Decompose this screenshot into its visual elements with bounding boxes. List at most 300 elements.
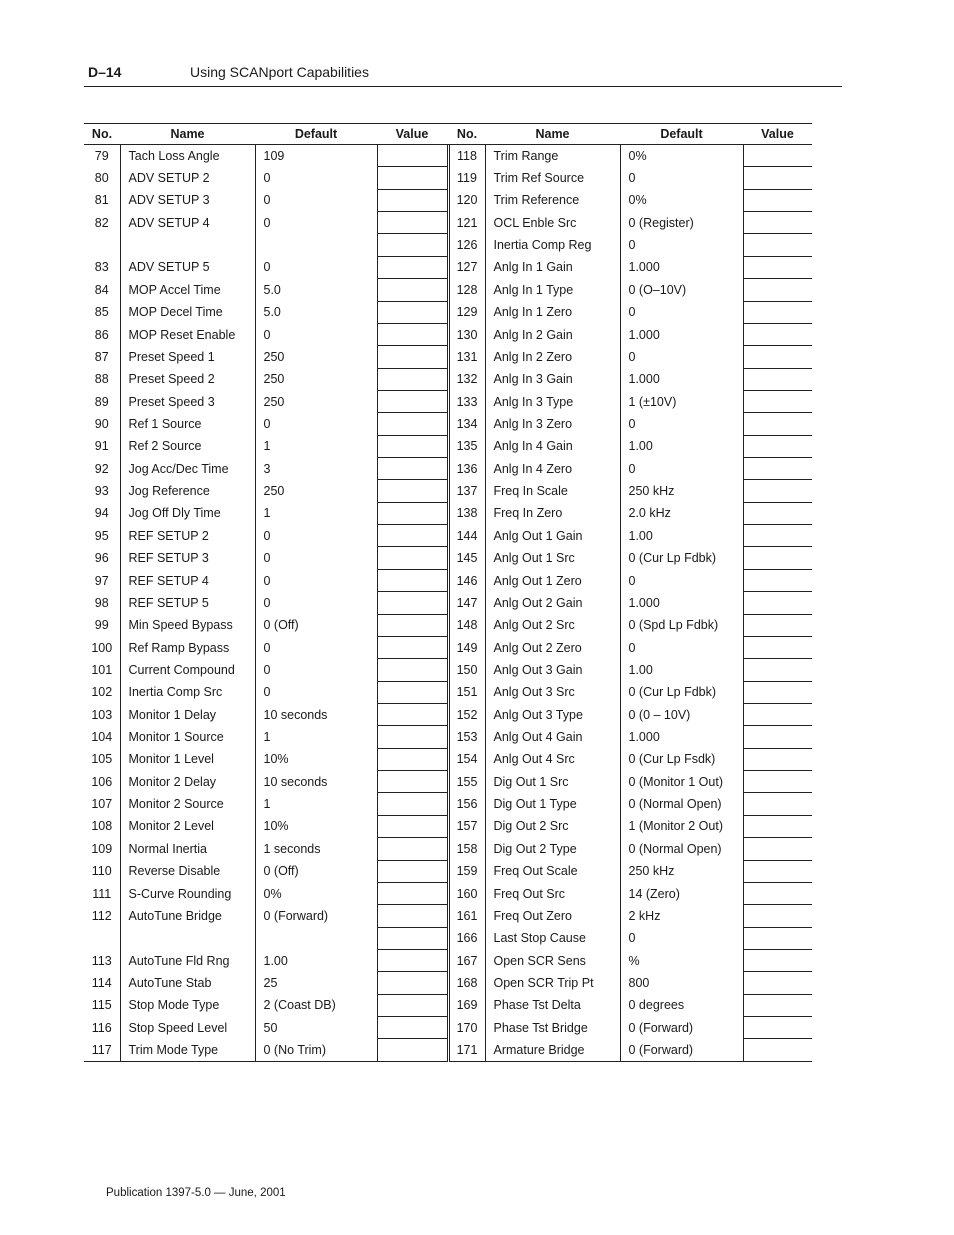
param-value-cell — [377, 167, 447, 189]
param-name: Anlg Out 1 Zero — [485, 569, 620, 591]
param-default: 1 — [255, 726, 377, 748]
parameter-table — [84, 123, 812, 1062]
param-no: 146 — [449, 569, 485, 591]
param-name: REF SETUP 4 — [120, 569, 255, 591]
param-default — [255, 234, 377, 256]
param-no: 127 — [449, 256, 485, 278]
param-name: AutoTune Stab — [120, 972, 255, 994]
param-no: 170 — [449, 1017, 485, 1039]
param-name: Preset Speed 1 — [120, 346, 255, 368]
param-value-cell — [743, 323, 812, 345]
param-no: 84 — [94, 282, 109, 297]
param-name: Monitor 1 Source — [120, 726, 255, 748]
param-default: 1.00 — [620, 525, 743, 547]
param-name: Open SCR Trip Pt — [485, 972, 620, 994]
param-default: 1.000 — [620, 323, 743, 345]
param-value-cell — [743, 659, 812, 681]
param-no: 80 — [94, 171, 109, 186]
param-default: 1.000 — [620, 368, 743, 390]
param-value-cell — [743, 748, 812, 770]
param-no: 118 — [449, 145, 485, 167]
param-value-cell — [377, 636, 447, 658]
param-default: 250 — [255, 480, 377, 502]
param-name: Inertia Comp Src — [120, 681, 255, 703]
param-value-cell — [377, 323, 447, 345]
param-no: 166 — [449, 927, 485, 949]
param-name: ADV SETUP 4 — [120, 212, 255, 234]
param-no: 121 — [449, 212, 485, 234]
param-name: Trim Mode Type — [120, 1039, 255, 1061]
param-name: Jog Off Dly Time — [120, 502, 255, 524]
param-name: Anlg Out 2 Gain — [485, 592, 620, 614]
param-no: 105 — [91, 752, 113, 767]
param-value-cell — [377, 212, 447, 234]
col-header-no-right: No. — [449, 124, 485, 145]
param-value-cell — [743, 636, 812, 658]
param-no: 112 — [91, 908, 112, 923]
param-name: Anlg Out 2 Src — [485, 614, 620, 636]
param-value-cell — [743, 703, 812, 725]
param-value-cell — [743, 592, 812, 614]
table-row — [84, 793, 812, 815]
param-value-cell — [377, 994, 447, 1016]
param-no: 103 — [91, 707, 113, 722]
param-default: 0 (Register) — [620, 212, 743, 234]
table-row — [84, 167, 812, 189]
param-default: 0 — [255, 525, 377, 547]
param-value-cell — [743, 905, 812, 927]
param-default: 3 — [255, 458, 377, 480]
param-value-cell — [377, 145, 447, 167]
table-row — [84, 1039, 812, 1061]
param-no: 159 — [449, 860, 485, 882]
param-no: 126 — [449, 234, 485, 256]
table-row — [84, 189, 812, 211]
param-value-cell — [377, 502, 447, 524]
param-default: 0 (Forward) — [620, 1039, 743, 1061]
param-name: Freq Out Scale — [485, 860, 620, 882]
param-name: Anlg Out 3 Src — [485, 681, 620, 703]
param-value-cell — [377, 390, 447, 412]
param-name: Trim Ref Source — [485, 167, 620, 189]
param-value-cell — [743, 390, 812, 412]
param-name: AutoTune Bridge — [120, 905, 255, 927]
param-no: 114 — [91, 975, 112, 990]
param-default: 0% — [255, 882, 377, 904]
param-no: 129 — [449, 301, 485, 323]
param-default: 0 — [620, 301, 743, 323]
param-default: 25 — [255, 972, 377, 994]
param-name: Anlg Out 1 Src — [485, 547, 620, 569]
param-no — [84, 234, 120, 256]
table-row — [84, 949, 812, 971]
param-name: ADV SETUP 3 — [120, 189, 255, 211]
param-default: 109 — [255, 145, 377, 167]
param-no: 117 — [84, 1039, 120, 1061]
param-no: 86 — [94, 327, 109, 342]
param-name: Freq Out Src — [485, 882, 620, 904]
param-name: Dig Out 2 Src — [485, 815, 620, 837]
param-value-cell — [743, 815, 812, 837]
table-header-row — [84, 124, 812, 145]
table-row — [84, 815, 812, 837]
param-no: 144 — [449, 525, 485, 547]
param-name: Reverse Disable — [120, 860, 255, 882]
param-value-cell — [743, 256, 812, 278]
param-value-cell — [377, 927, 447, 949]
param-no: 150 — [449, 659, 485, 681]
param-default: 0 — [620, 927, 743, 949]
param-name: Preset Speed 3 — [120, 390, 255, 412]
param-no: 169 — [449, 994, 485, 1016]
param-value-cell — [377, 815, 447, 837]
param-default: 1.00 — [620, 435, 743, 457]
param-no: 119 — [449, 167, 485, 189]
param-name: Monitor 2 Delay — [120, 771, 255, 793]
param-default: 0 — [255, 659, 377, 681]
param-no: 161 — [449, 905, 485, 927]
table-row — [84, 368, 812, 390]
param-value-cell — [743, 346, 812, 368]
table-row — [84, 145, 812, 167]
param-no: 147 — [449, 592, 485, 614]
param-name: S-Curve Rounding — [120, 882, 255, 904]
param-name: Anlg In 4 Gain — [485, 435, 620, 457]
param-no: 153 — [449, 726, 485, 748]
param-no: 107 — [91, 797, 113, 812]
param-value-cell — [743, 145, 812, 167]
param-name: Normal Inertia — [120, 838, 255, 860]
param-name: Anlg Out 4 Gain — [485, 726, 620, 748]
param-value-cell — [377, 860, 447, 882]
param-name: REF SETUP 5 — [120, 592, 255, 614]
param-name: Phase Tst Bridge — [485, 1017, 620, 1039]
param-value-cell — [377, 547, 447, 569]
param-default: 0 — [620, 413, 743, 435]
table-row — [84, 525, 812, 547]
param-name: Open SCR Sens — [485, 949, 620, 971]
param-no: 108 — [91, 819, 113, 834]
param-no: 133 — [449, 390, 485, 412]
param-no: 85 — [94, 305, 109, 320]
param-no: 79 — [94, 148, 109, 163]
param-name: Ref 1 Source — [120, 413, 255, 435]
param-default: 0 — [255, 212, 377, 234]
param-name: Current Compound — [120, 659, 255, 681]
param-no: 115 — [91, 998, 112, 1013]
param-default: 0 — [255, 547, 377, 569]
param-no: 102 — [91, 685, 113, 700]
param-name: Tach Loss Angle — [120, 145, 255, 167]
param-name: Dig Out 1 Src — [485, 771, 620, 793]
param-value-cell — [743, 860, 812, 882]
param-default: 0 — [620, 234, 743, 256]
table-row — [84, 994, 812, 1016]
param-value-cell — [377, 905, 447, 927]
param-default: 0 (Off) — [255, 614, 377, 636]
param-no: 87 — [94, 349, 109, 364]
param-default: 10% — [255, 748, 377, 770]
param-name: Freq Out Zero — [485, 905, 620, 927]
param-no: 138 — [449, 502, 485, 524]
param-default: 10 seconds — [255, 703, 377, 725]
param-value-cell — [743, 279, 812, 301]
param-value-cell — [743, 413, 812, 435]
table-row — [84, 256, 812, 278]
param-no: 160 — [449, 882, 485, 904]
col-header-value: Value — [377, 124, 447, 145]
param-name: Ref 2 Source — [120, 435, 255, 457]
param-default: 0 (Forward) — [255, 905, 377, 927]
param-name: Anlg In 1 Type — [485, 279, 620, 301]
param-default: 250 — [255, 390, 377, 412]
page-number: D–14 — [88, 64, 122, 80]
param-default: 0 — [255, 167, 377, 189]
table-row — [84, 927, 812, 949]
param-default: 0 (0 – 10V) — [620, 703, 743, 725]
param-value-cell — [743, 1039, 812, 1061]
param-value-cell — [377, 681, 447, 703]
param-no: 106 — [91, 774, 113, 789]
param-name: MOP Decel Time — [120, 301, 255, 323]
param-no: 91 — [94, 439, 109, 454]
param-default: 1.00 — [255, 949, 377, 971]
col-header-default-right: Default — [620, 124, 743, 145]
param-default: 0 (Cur Lp Fdbk) — [620, 547, 743, 569]
param-name: Stop Speed Level — [120, 1017, 255, 1039]
param-name: Jog Reference — [120, 480, 255, 502]
param-name: Anlg Out 4 Src — [485, 748, 620, 770]
table-row — [84, 659, 812, 681]
table-row — [84, 323, 812, 345]
param-default: 14 (Zero) — [620, 882, 743, 904]
param-no: 130 — [449, 323, 485, 345]
param-no: 104 — [91, 730, 113, 745]
param-value-cell — [377, 413, 447, 435]
param-default: 1 — [255, 793, 377, 815]
param-value-cell — [743, 726, 812, 748]
param-value-cell — [377, 793, 447, 815]
param-name: Anlg Out 2 Zero — [485, 636, 620, 658]
param-value-cell — [377, 301, 447, 323]
param-no: 81 — [94, 193, 109, 208]
param-name: Anlg In 2 Gain — [485, 323, 620, 345]
param-name: Jog Acc/Dec Time — [120, 458, 255, 480]
param-default: 1 — [255, 435, 377, 457]
param-value-cell — [743, 614, 812, 636]
page-title: Using SCANport Capabilities — [190, 64, 369, 80]
param-default: 0 — [255, 636, 377, 658]
param-value-cell — [743, 502, 812, 524]
param-default: 250 — [255, 368, 377, 390]
param-default: 0 (Normal Open) — [620, 793, 743, 815]
param-name: OCL Enble Src — [485, 212, 620, 234]
param-default: 0 (O–10V) — [620, 279, 743, 301]
param-default: 0 (Forward) — [620, 1017, 743, 1039]
param-default: 0 — [255, 569, 377, 591]
param-value-cell — [377, 748, 447, 770]
param-value-cell — [377, 256, 447, 278]
param-value-cell — [743, 771, 812, 793]
param-value-cell — [743, 949, 812, 971]
param-no: 128 — [449, 279, 485, 301]
param-no: 89 — [94, 394, 109, 409]
table-row — [84, 458, 812, 480]
param-value-cell — [743, 994, 812, 1016]
param-default: 10% — [255, 815, 377, 837]
param-value-cell — [743, 569, 812, 591]
col-header-no: No. — [84, 124, 120, 145]
table-row — [84, 390, 812, 412]
param-default: 0 (Cur Lp Fdbk) — [620, 681, 743, 703]
param-no: 120 — [449, 189, 485, 211]
param-no: 95 — [94, 528, 109, 543]
table-row — [84, 748, 812, 770]
param-default: 10 seconds — [255, 771, 377, 793]
param-value-cell — [377, 279, 447, 301]
param-name: Last Stop Cause — [485, 927, 620, 949]
param-value-cell — [377, 435, 447, 457]
param-default: 0 — [620, 636, 743, 658]
param-name: Stop Mode Type — [120, 994, 255, 1016]
param-value-cell — [377, 458, 447, 480]
param-name: Ref Ramp Bypass — [120, 636, 255, 658]
table-row — [84, 569, 812, 591]
param-no: 137 — [449, 480, 485, 502]
param-name: Trim Range — [485, 145, 620, 167]
param-no: 149 — [449, 636, 485, 658]
param-default: 0 — [255, 592, 377, 614]
param-name — [120, 234, 255, 256]
param-name: Anlg In 1 Gain — [485, 256, 620, 278]
param-default: 1 (±10V) — [620, 390, 743, 412]
table-row — [84, 592, 812, 614]
param-no: 88 — [94, 372, 109, 387]
param-default: 1.000 — [620, 592, 743, 614]
table-row — [84, 301, 812, 323]
param-value-cell — [377, 726, 447, 748]
param-no: 92 — [94, 461, 109, 476]
param-value-cell — [743, 368, 812, 390]
param-value-cell — [743, 189, 812, 211]
table-row — [84, 771, 812, 793]
param-value-cell — [377, 949, 447, 971]
table-row — [84, 972, 812, 994]
param-name: Anlg In 3 Type — [485, 390, 620, 412]
param-no: 109 — [91, 841, 113, 856]
param-name: Phase Tst Delta — [485, 994, 620, 1016]
param-name: Dig Out 1 Type — [485, 793, 620, 815]
param-value-cell — [743, 480, 812, 502]
param-value-cell — [743, 838, 812, 860]
param-no: 113 — [91, 953, 112, 968]
table-row — [84, 346, 812, 368]
col-header-value-right: Value — [743, 124, 812, 145]
param-no: 94 — [94, 506, 109, 521]
param-name: Freq In Zero — [485, 502, 620, 524]
param-value-cell — [743, 547, 812, 569]
param-value-cell — [377, 1017, 447, 1039]
param-name: Anlg In 2 Zero — [485, 346, 620, 368]
param-default: 0 (Cur Lp Fsdk) — [620, 748, 743, 770]
param-default: 0 — [255, 681, 377, 703]
param-value-cell — [743, 435, 812, 457]
param-default: 5.0 — [255, 279, 377, 301]
param-value-cell — [743, 234, 812, 256]
param-value-cell — [743, 1017, 812, 1039]
param-default: 250 kHz — [620, 480, 743, 502]
param-name: ADV SETUP 5 — [120, 256, 255, 278]
param-name — [120, 927, 255, 949]
param-value-cell — [377, 234, 447, 256]
param-no: 116 — [91, 1020, 112, 1035]
param-name: Anlg In 3 Zero — [485, 413, 620, 435]
param-default: % — [620, 949, 743, 971]
param-value-cell — [377, 838, 447, 860]
param-value-cell — [377, 659, 447, 681]
param-value-cell — [377, 480, 447, 502]
param-no: 158 — [449, 838, 485, 860]
param-no: 135 — [449, 435, 485, 457]
param-name: AutoTune Fld Rng — [120, 949, 255, 971]
param-no: 151 — [449, 681, 485, 703]
param-default: 5.0 — [255, 301, 377, 323]
param-no: 168 — [449, 972, 485, 994]
param-value-cell — [743, 212, 812, 234]
param-no: 148 — [449, 614, 485, 636]
param-no: 101 — [91, 662, 113, 677]
table-row — [84, 212, 812, 234]
param-value-cell — [377, 592, 447, 614]
param-name: Inertia Comp Reg — [485, 234, 620, 256]
param-default: 2 (Coast DB) — [255, 994, 377, 1016]
table-row — [84, 435, 812, 457]
param-default: 1.00 — [620, 659, 743, 681]
param-no: 99 — [94, 618, 109, 633]
param-default: 1.000 — [620, 256, 743, 278]
param-no: 90 — [94, 416, 109, 431]
param-no: 83 — [94, 260, 109, 275]
header-rule — [84, 86, 842, 87]
param-name: ADV SETUP 2 — [120, 167, 255, 189]
param-default: 250 kHz — [620, 860, 743, 882]
param-value-cell — [377, 771, 447, 793]
param-no — [84, 927, 120, 949]
param-value-cell — [743, 793, 812, 815]
param-no: 96 — [94, 551, 109, 566]
param-name: Anlg Out 3 Type — [485, 703, 620, 725]
param-default: 0 degrees — [620, 994, 743, 1016]
param-value-cell — [743, 681, 812, 703]
param-name: Armature Bridge — [485, 1039, 620, 1061]
param-default: 0% — [620, 189, 743, 211]
param-default: 0 — [620, 458, 743, 480]
param-name: REF SETUP 2 — [120, 525, 255, 547]
param-default: 0 (Normal Open) — [620, 838, 743, 860]
param-no: 100 — [91, 640, 113, 655]
param-default: 800 — [620, 972, 743, 994]
table-row — [84, 234, 812, 256]
param-value-cell — [377, 346, 447, 368]
param-default: 0 — [255, 256, 377, 278]
param-no: 136 — [449, 458, 485, 480]
param-value-cell — [377, 972, 447, 994]
param-no: 157 — [449, 815, 485, 837]
param-default: 0% — [620, 145, 743, 167]
table-row — [84, 547, 812, 569]
param-default: 250 — [255, 346, 377, 368]
param-default: 0 (Off) — [255, 860, 377, 882]
